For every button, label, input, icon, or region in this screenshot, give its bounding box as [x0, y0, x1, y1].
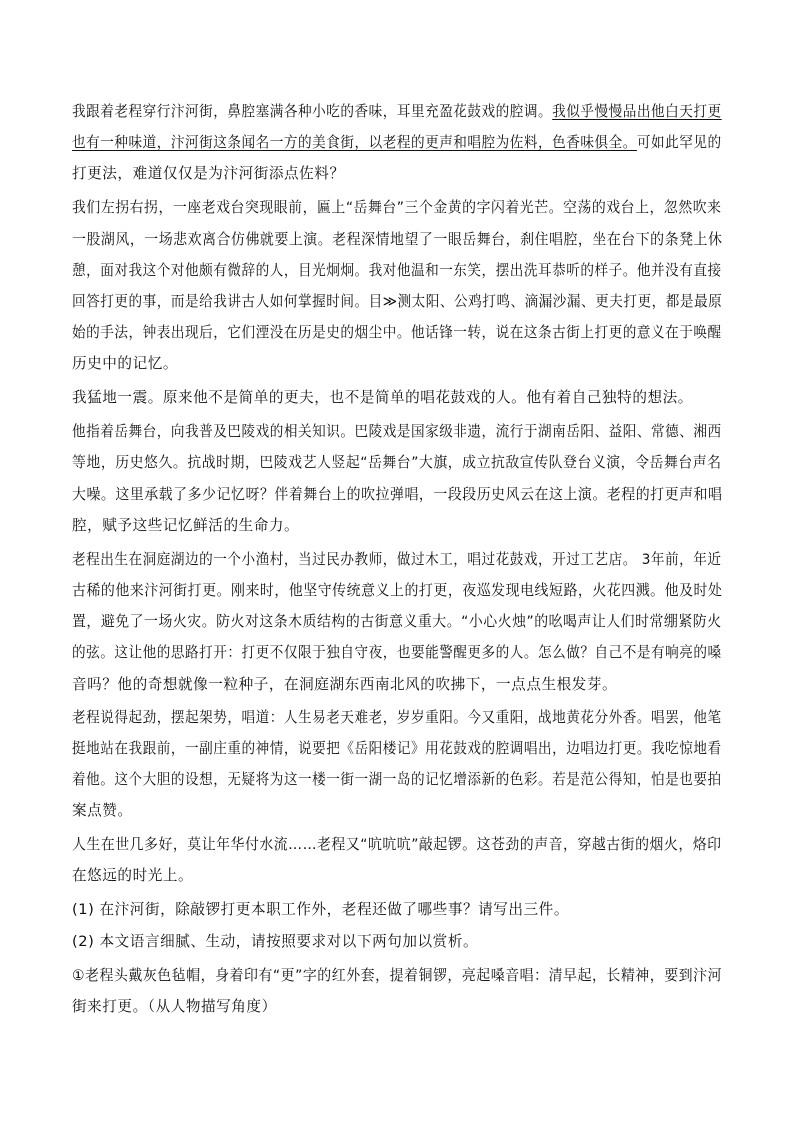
text-line: 音吗？他的奇想就像一粒种子，在洞庭湖东西南北风的吹拂下，一点点生根发芽。	[72, 676, 618, 693]
text-line: 我猛地一震。原来他不是简单的更夫，也不是简单的唱花鼓戏的人。他有着自己独特的想法。	[72, 389, 693, 406]
text-line: 一股湖风，一场悲欢离合仿佛就要上演。老程深情地望了一眼岳舞台，刹住唱腔，坐在台下的条凳上休	[72, 231, 723, 248]
text-line: 憩，面对我这个对他颇有微辞的人，目光炯炯。我对他温和一东笑，摆出洗耳恭听的样子。他并没有直接	[72, 262, 722, 279]
text-line: 在悠远的时光上。	[72, 867, 194, 884]
text-line: 案点赞。	[72, 802, 133, 819]
text-line: 等地，历史悠久。抗战时期，巴陵戏艺人竖起“岳舞台”大旗，成立抗敌宣传队登台义演，令岳舞台声名	[72, 454, 722, 471]
text-line: 腔，赋予这些记忆鲜活的生命力。	[72, 517, 300, 534]
question-2-item-1: ①老程头戴灰色毡帽，身着印有“更”字的红外套，提着铜锣，亮起嗓音唱：清早起，长精神，要到汴河	[72, 967, 723, 984]
question-1: (1) 在汴河街，除敲锣打更本职工作外，老程还做了哪些事？请写出三件。	[72, 901, 569, 918]
underlined-text: 也有一种味道，汴河街这条闻名一方的美食街，以老程的更声和唱腔为佐料，色香味俱全。	[72, 134, 637, 151]
text-line: 他指着岳舞台，向我普及巴陵戏的相关知识。巴陵戏是国家级非遗，流行于湖南岳阳、益阳、常德、湘西	[72, 423, 722, 440]
text-line: 始的手法，钟表出现后，它们湮没在历是史的烟尘中。他话锋一转，说在这条古街上打更的意义在于唤醒	[72, 324, 722, 341]
question-2: (2) 本文语言细腻、生动，请按照要求对以下两句加以赏析。	[72, 933, 479, 950]
text-line: 打更法，难道仅仅是为汴河街添点佐料？	[72, 165, 345, 182]
question-2-item-1-cont: 街来打更。（从人物描写角度）	[72, 998, 277, 1015]
text-line: 着他。这个大胆的设想，无疑将为这一楼一街一湖一岛的记忆增添新的色彩。若是范公得知，怕是也要拍	[72, 771, 722, 788]
text-line: 回答打更的事，而是给我讲古人如何掌握时间。目≫测太阳、公鸡打鸣、滴漏沙漏、更夫打更，都是最原	[72, 293, 723, 310]
text-line: 人生在世几多好，莫让年华付水流……老程又“吭吭吭”敲起锣。这苍劲的声音，穿越古街的烟火，烙印	[72, 836, 722, 853]
text-line: 历史中的记忆。	[72, 355, 179, 372]
text-line: 我们左拐右拐，一座老戏台突现眼前，匾上“岳舞台”三个金黄的字闪着光芒。空荡的戏台上，忽然吹来	[72, 199, 722, 216]
text-line: 大噪。这里承载了多少记忆呀？伴着舞台上的吹拉弹唱，一段段历史风云在这上演。老程的打更声和唱	[72, 486, 723, 503]
text-line	[72, 102, 722, 122]
text-line: 老程说得起劲，摆起架势，唱道：人生易老天难老，岁岁重阳。今又重阳，战地黄花分外香。唱罢，他笔	[72, 709, 722, 726]
text-line: 老程出生在洞庭湖边的一个小渔村，当过民办教师，做过木工，唱过花鼓戏，开过工艺店。 3年前，年近	[72, 551, 722, 568]
text-span: 我跟着老程穿行汴河街，鼻腔塞满各种小吃的香味，耳里充盈花鼓戏的腔调。	[72, 103, 553, 120]
text-line: 古稀的他来汴河街打更。刚来时，他坚守传统意义上的打更，夜巡发现电线短路，火花四溅。他及时处	[72, 582, 723, 599]
underlined-text: 我似乎慢慢品出他白天打更	[552, 103, 722, 120]
text-line: 置，避免了一场火灾。防火对这条木质结构的古街意义重大。“小心火烛”的吆喝声让人们时常绷紧防火	[72, 613, 722, 630]
text-span: 可如此罕见的	[636, 134, 722, 151]
text-line: 挺地站在我跟前，一副庄重的神情，说要把《岳阳楼记》用花鼓戏的腔调唱出，边唱边打更。我吃惊地看	[72, 740, 722, 757]
text-line: 的弦。这让他的思路打开：打更不仅限于独自守夜，也要能警醒更多的人。怎么做？自己不是有响亮的嗓	[72, 644, 722, 661]
text-line	[72, 133, 722, 153]
